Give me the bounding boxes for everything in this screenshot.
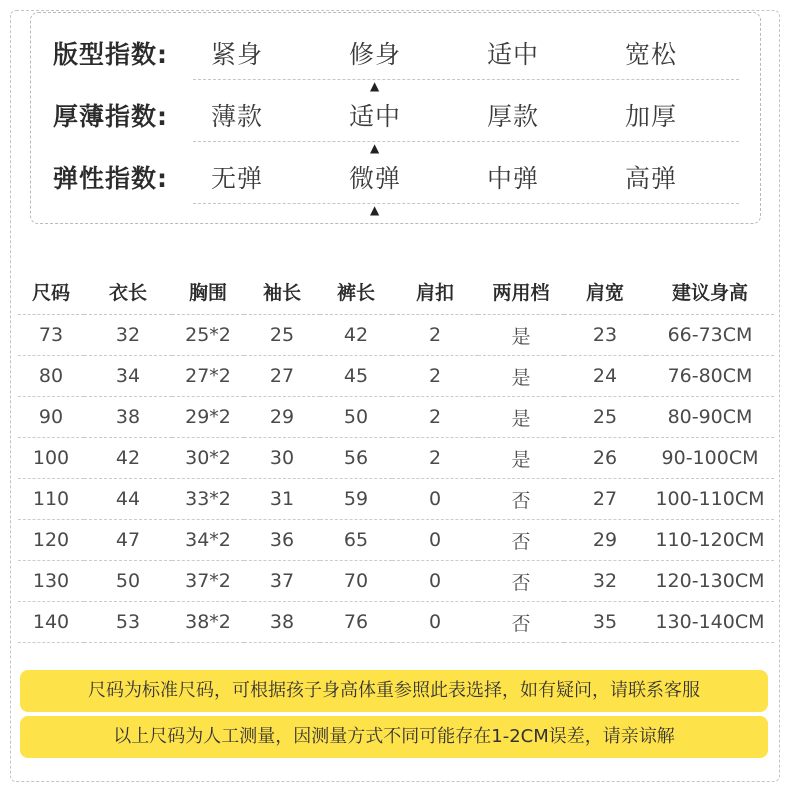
table-row: [18, 356, 774, 397]
index-option: 无弹: [211, 164, 264, 193]
notice-size-guide: 尺码为标准尺码，可根据孩子身高体重参照此表选择，如有疑问，请联系客服: [20, 670, 768, 712]
table-cell: 29*2: [172, 397, 244, 438]
table-row: [18, 397, 774, 438]
table-cell: 50: [84, 561, 172, 602]
table-cell: 90-100CM: [646, 438, 774, 479]
index-option: 适中: [349, 102, 402, 131]
table-cell: 80: [18, 356, 84, 397]
table-cell: 65: [320, 520, 392, 561]
table-cell: 38: [244, 602, 320, 643]
table-cell: 76: [320, 602, 392, 643]
table-cell: 50: [320, 397, 392, 438]
table-body: [18, 315, 774, 643]
table-cell: 59: [320, 479, 392, 520]
table-row: [18, 479, 774, 520]
table-cell: 35: [564, 602, 646, 643]
table-cell: 33*2: [172, 479, 244, 520]
table-cell: 73: [18, 315, 84, 356]
table-cell: 2: [392, 438, 478, 479]
table-cell: 29: [244, 397, 320, 438]
index-option: 薄款: [211, 102, 264, 131]
index-option: 高弹: [625, 164, 678, 193]
table-cell: 45: [320, 356, 392, 397]
table-cell: 56: [320, 438, 392, 479]
table-cell: 是: [478, 438, 564, 479]
selection-marker-icon: ▲: [370, 141, 380, 155]
table-row: [18, 315, 774, 356]
table-cell: 否: [478, 520, 564, 561]
table-cell: 38*2: [172, 602, 244, 643]
table-row: [18, 438, 774, 479]
table-cell: 23: [564, 315, 646, 356]
table-cell: 42: [320, 315, 392, 356]
table-cell: 0: [392, 479, 478, 520]
table-cell: 36: [244, 520, 320, 561]
column-header: 胸围: [172, 268, 244, 315]
table-cell: 是: [478, 397, 564, 438]
index-row-thickness: [31, 89, 760, 155]
table-cell: 90: [18, 397, 84, 438]
table-cell: 2: [392, 397, 478, 438]
table-cell: 32: [84, 315, 172, 356]
table-cell: 130-140CM: [646, 602, 774, 643]
table-cell: 2: [392, 315, 478, 356]
table-cell: 37: [244, 561, 320, 602]
table-cell: 否: [478, 561, 564, 602]
table-cell: 53: [84, 602, 172, 643]
table-cell: 0: [392, 561, 478, 602]
table-cell: 否: [478, 479, 564, 520]
table-row: [18, 520, 774, 561]
table-cell: 32: [564, 561, 646, 602]
table-cell: 34*2: [172, 520, 244, 561]
table-cell: 25: [244, 315, 320, 356]
index-label: 弹性指数:: [53, 164, 168, 193]
table-cell: 120-130CM: [646, 561, 774, 602]
index-scale-line: [193, 79, 739, 80]
column-header: 肩宽: [564, 268, 646, 315]
table-cell: 2: [392, 356, 478, 397]
table-cell: 否: [478, 602, 564, 643]
index-label: 版型指数:: [53, 40, 168, 69]
table-cell: 26: [564, 438, 646, 479]
table-cell: 110-120CM: [646, 520, 774, 561]
selection-marker-icon: ▲: [370, 79, 380, 93]
index-scale-line: [193, 203, 739, 204]
column-header: 袖长: [244, 268, 320, 315]
table-cell: 44: [84, 479, 172, 520]
table-cell: 是: [478, 356, 564, 397]
table-cell: 42: [84, 438, 172, 479]
table-cell: 34: [84, 356, 172, 397]
table-cell: 0: [392, 602, 478, 643]
index-option: 中弹: [487, 164, 540, 193]
index-row-fit: [31, 27, 760, 93]
table-row: [18, 602, 774, 643]
index-scale-line: [193, 141, 739, 142]
index-row-elasticity: [31, 151, 760, 217]
index-option: 加厚: [625, 102, 678, 131]
table-cell: 是: [478, 315, 564, 356]
table-cell: 100: [18, 438, 84, 479]
table-cell: 30: [244, 438, 320, 479]
table-cell: 100-110CM: [646, 479, 774, 520]
table-cell: 0: [392, 520, 478, 561]
index-option: 紧身: [211, 40, 264, 69]
index-label: 厚薄指数:: [53, 102, 168, 131]
table-cell: 25*2: [172, 315, 244, 356]
index-option: 微弹: [349, 164, 402, 193]
table-cell: 130: [18, 561, 84, 602]
table-cell: 31: [244, 479, 320, 520]
table-header-row: [18, 268, 774, 315]
table-cell: 70: [320, 561, 392, 602]
table-cell: 38: [84, 397, 172, 438]
column-header: 尺码: [18, 268, 84, 315]
column-header: 肩扣: [392, 268, 478, 315]
column-header: 衣长: [84, 268, 172, 315]
table-cell: 29: [564, 520, 646, 561]
table-row: [18, 561, 774, 602]
index-panel: [30, 12, 761, 224]
column-header: 建议身高: [646, 268, 774, 315]
selection-marker-icon: ▲: [370, 203, 380, 217]
table-cell: 140: [18, 602, 84, 643]
table-cell: 120: [18, 520, 84, 561]
column-header: 裤长: [320, 268, 392, 315]
column-header: 两用档: [478, 268, 564, 315]
table-cell: 76-80CM: [646, 356, 774, 397]
index-option: 厚款: [487, 102, 540, 131]
table-cell: 110: [18, 479, 84, 520]
table-cell: 27*2: [172, 356, 244, 397]
table-cell: 27: [244, 356, 320, 397]
table-cell: 47: [84, 520, 172, 561]
table-cell: 80-90CM: [646, 397, 774, 438]
table-cell: 27: [564, 479, 646, 520]
table-cell: 66-73CM: [646, 315, 774, 356]
table-cell: 30*2: [172, 438, 244, 479]
size-table: [18, 268, 774, 643]
index-option: 适中: [487, 40, 540, 69]
index-option: 宽松: [625, 40, 678, 69]
table-cell: 25: [564, 397, 646, 438]
table-cell: 24: [564, 356, 646, 397]
notice-measure-error: 以上尺码为人工测量，因测量方式不同可能存在1-2CM误差，请亲谅解: [20, 716, 768, 758]
index-option: 修身: [349, 40, 402, 69]
table-cell: 37*2: [172, 561, 244, 602]
